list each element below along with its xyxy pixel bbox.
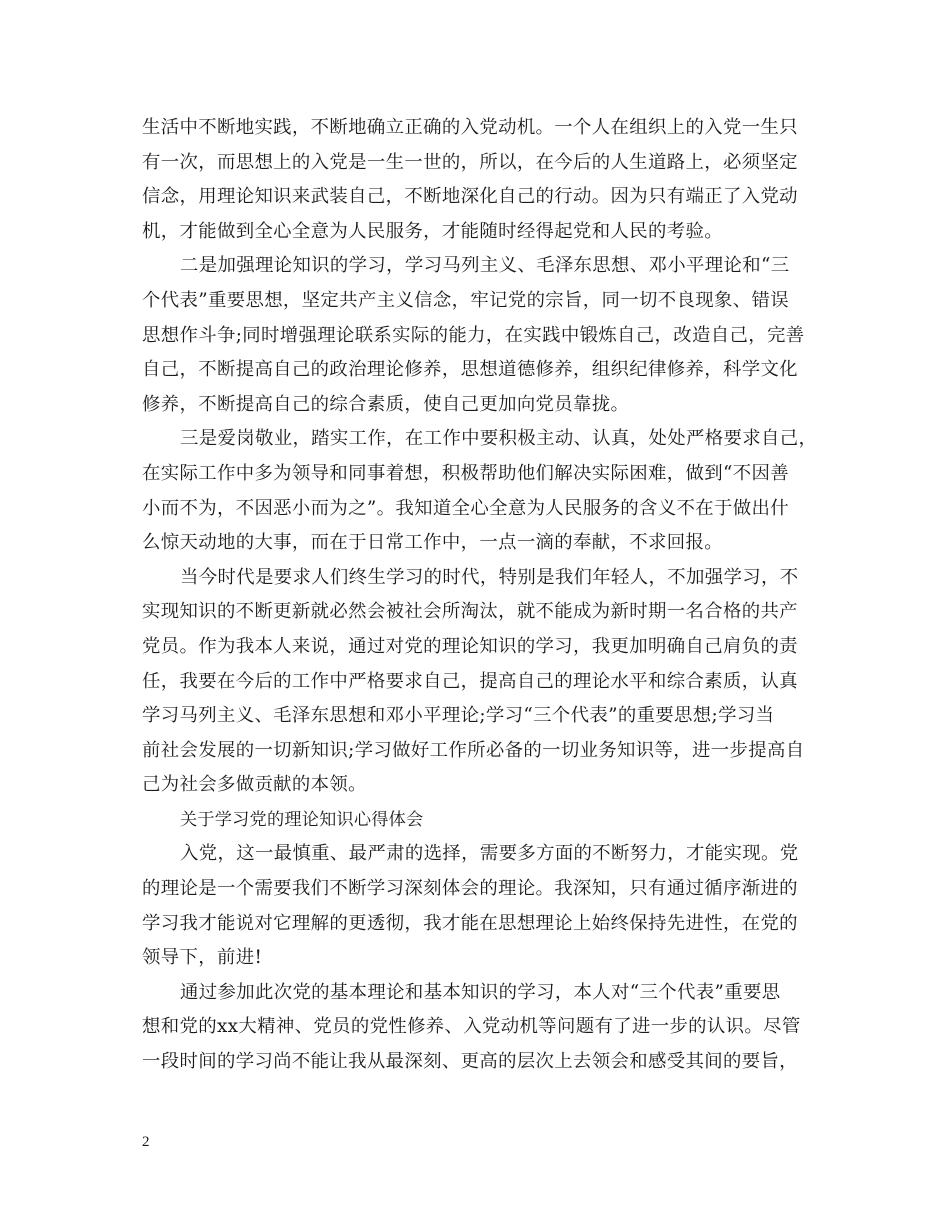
paragraph-line: 一段时间的学习尚不能让我从最深刻、更高的层次上去领会和感受其间的要旨， bbox=[142, 1051, 798, 1073]
paragraph-line: 领导下，前进! bbox=[142, 947, 263, 969]
paragraph-line: 么惊天动地的大事，而在于日常工作中，一点一滴的奉献，不求回报。 bbox=[142, 532, 723, 554]
paragraph-line: 思想作斗争;同时增强理论联系实际的能力，在实践中锻炼自己，改造自己，完善 bbox=[142, 324, 805, 346]
paragraph-line: 自己，不断提高自己的政治理论修养，思想道德修养，组织纪律修养，科学文化 bbox=[142, 359, 798, 381]
paragraph-line: 修养，不断提高自己的综合素质，使自己更加向党员靠拢。 bbox=[142, 393, 630, 415]
paragraph-line: 信念，用理论知识来武装自己，不断地深化自己的行动。因为只有端正了入党动 bbox=[142, 186, 798, 208]
paragraph-line: 党员。作为我本人来说，通过对党的理论知识的学习，我更加明确自己肩负的责 bbox=[142, 635, 798, 657]
paragraph-line: 任，我要在今后的工作中严格要求自己，提高自己的理论水平和综合素质，认真 bbox=[142, 670, 798, 692]
paragraph-line: 机，才能做到全心全意为人民服务，才能随时经得起党和人民的考验。 bbox=[142, 220, 723, 242]
paragraph-line: 个代表”重要思想，坚定共产主义信念，牢记党的宗旨，同一切不良现象、错误 bbox=[142, 289, 789, 311]
paragraph-line: 学习马列主义、毛泽东思想和邓小平理论;学习“三个代表”的重要思想;学习当 bbox=[142, 705, 775, 727]
paragraph-line: 实现知识的不断更新就必然会被社会所淘汰，就不能成为新时期一名合格的共产 bbox=[142, 601, 798, 623]
paragraph-first-line: 三是爱岗敬业，踏实工作，在工作中要积极主动、认真，处处严格要求自己， bbox=[180, 428, 818, 450]
paragraph-line: 想和党的xx大精神、党员的党性修养、入党动机等问题有了进一步的认识。尽管 bbox=[142, 1016, 801, 1038]
paragraph-line: 学习我才能说对它理解的更透彻，我才能在思想理论上始终保持先进性，在党的 bbox=[142, 912, 798, 934]
paragraph-line: 己为社会多做贡献的本领。 bbox=[142, 774, 367, 796]
paragraph-first-line: 通过参加此次党的基本理论和基本知识的学习，本人对“三个代表”重要思 bbox=[180, 981, 781, 1003]
section-heading: 关于学习党的理论知识心得体会 bbox=[180, 809, 424, 830]
paragraph-line: 在实际工作中多为领导和同事着想，积极帮助他们解决实际困难，做到“不因善 bbox=[142, 462, 789, 484]
paragraph-first-line: 入党，这一最慎重、最严肃的选择，需要多方面的不断努力，才能实现。党 bbox=[180, 843, 799, 865]
paragraph-line: 的理论是一个需要我们不断学习深刻体会的理论。我深知，只有通过循序渐进的 bbox=[142, 878, 798, 900]
page-number: 2 bbox=[142, 1134, 150, 1150]
paragraph-line: 小而不为，不因恶小而为之”。我知道全心全意为人民服务的含义不在于做出什 bbox=[142, 497, 789, 519]
paragraph-first-line: 二是加强理论知识的学习，学习马列主义、毛泽东思想、邓小平理论和“三 bbox=[180, 255, 790, 277]
paragraph-line: 生活中不断地实践，不断地确立正确的入党动机。一个人在组织上的入党一生只 bbox=[142, 117, 798, 138]
paragraph-line: 前社会发展的一切新知识;学习做好工作所必备的一切业务知识等，进一步提高自 bbox=[142, 739, 805, 761]
paragraph-line: 有一次，而思想上的入党是一生一世的，所以，在今后的人生道路上，必须坚定 bbox=[142, 151, 798, 173]
paragraph-first-line: 当今时代是要求人们终生学习的时代，特别是我们年轻人，不加强学习，不 bbox=[180, 566, 799, 588]
document-body bbox=[142, 111, 824, 1080]
